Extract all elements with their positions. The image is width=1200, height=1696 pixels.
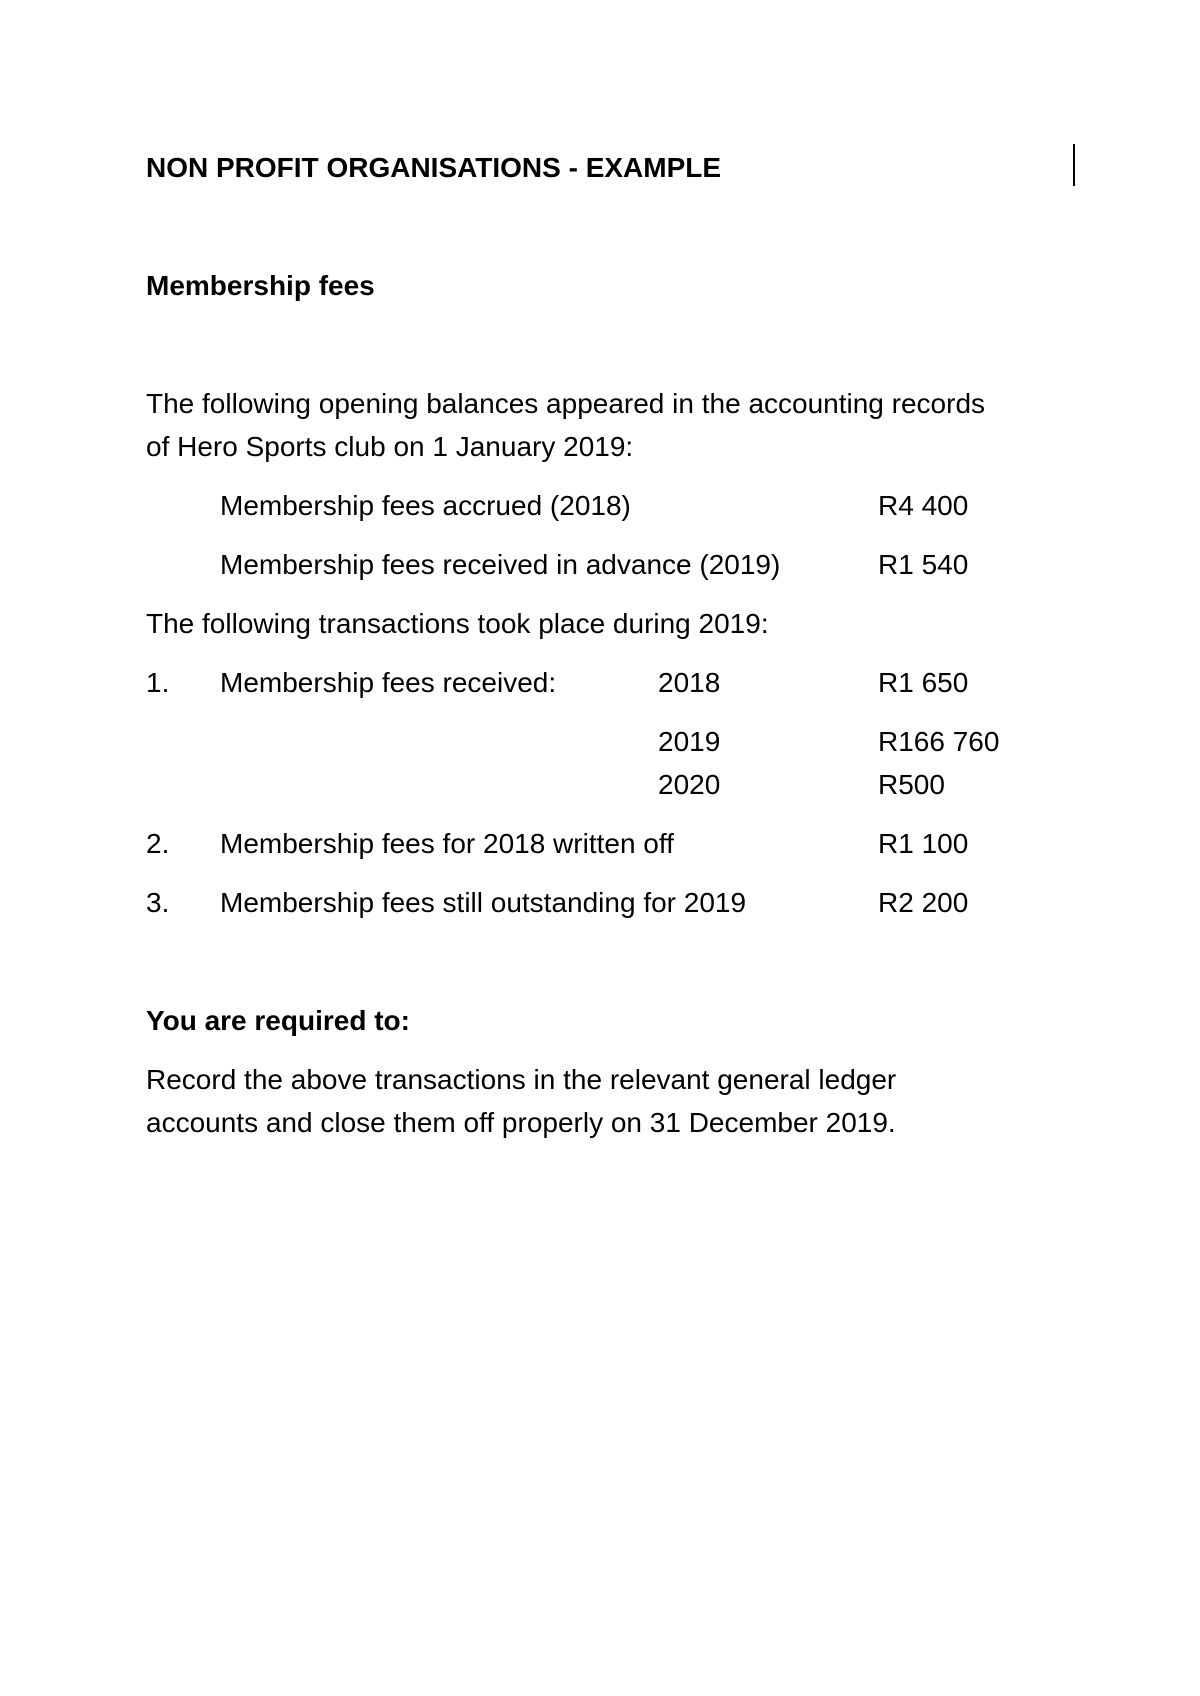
transaction-number: 2. — [146, 828, 170, 859]
section-heading: Membership fees — [146, 270, 375, 301]
transaction-amount: R1 100 — [878, 828, 969, 859]
transaction-number: 1. — [146, 667, 170, 698]
transaction-label: Membership fees received: — [220, 667, 557, 698]
transaction-year: 2020 — [658, 769, 721, 800]
transaction-amount: R166 760 — [878, 726, 1000, 757]
opening-balance-label: Membership fees accrued (2018) — [220, 490, 631, 521]
transaction-number: 3. — [146, 887, 170, 918]
opening-balance-label: Membership fees received in advance (2019) — [220, 549, 781, 580]
transaction-amount: R2 200 — [878, 887, 969, 918]
required-heading: You are required to: — [146, 1005, 410, 1036]
opening-balance-amount: R4 400 — [878, 490, 969, 521]
intro-text-line-2: of Hero Sports club on 1 January 2019: — [146, 431, 634, 462]
document-title: NON PROFIT ORGANISATIONS - EXAMPLE — [146, 152, 722, 183]
required-text-line-2: accounts and close them off properly on 31 December 2019. — [146, 1107, 896, 1138]
transaction-amount: R500 — [878, 769, 945, 800]
transaction-label: Membership fees still outstanding for 2019 — [220, 887, 747, 918]
transaction-amount: R1 650 — [878, 667, 969, 698]
transactions-intro: The following transactions took place during 2019: — [146, 608, 769, 639]
intro-text-line-1: The following opening balances appeared in the accounting records — [146, 388, 986, 419]
transaction-year: 2019 — [658, 726, 721, 757]
text-cursor — [1073, 144, 1075, 186]
required-text-line-1: Record the above transactions in the relevant general ledger — [146, 1064, 897, 1095]
opening-balance-amount: R1 540 — [878, 549, 969, 580]
transaction-year: 2018 — [658, 667, 721, 698]
transaction-label: Membership fees for 2018 written off — [220, 828, 674, 859]
